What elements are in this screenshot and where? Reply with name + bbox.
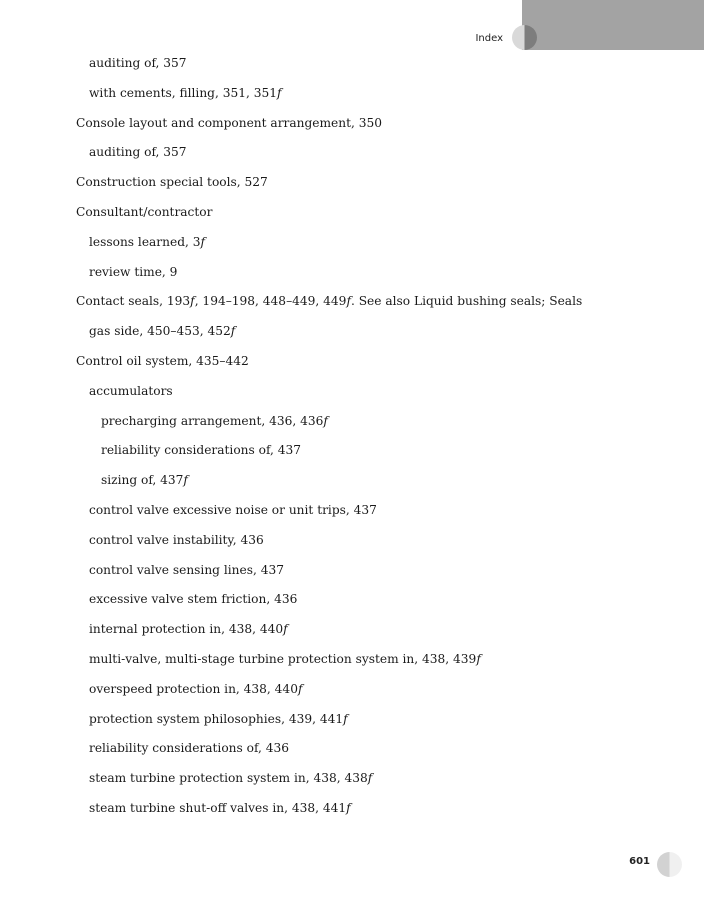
index-entry-text: Consultant/contractor — [76, 205, 213, 219]
index-entry — [76, 293, 582, 309]
index-entry-text: with cements, filling, 351, 351 — [89, 86, 278, 100]
index-entry-text: accumulators — [89, 384, 173, 398]
index-entry — [101, 413, 328, 429]
index-entry — [89, 323, 235, 339]
index-entry — [89, 144, 187, 160]
index-entry-text: steam turbine shut-off valves in, 438, 441 — [89, 801, 347, 815]
figure-marker: f — [323, 414, 328, 428]
figure-marker: f — [183, 473, 188, 487]
index-entry-text: sizing of, 437 — [101, 473, 184, 487]
figure-marker: f — [343, 712, 348, 726]
index-entry — [89, 85, 282, 101]
index-entry-text: control valve instability, 436 — [89, 533, 264, 547]
index-entry — [101, 442, 301, 458]
index-entry-text: Construction special tools, 527 — [76, 175, 268, 189]
index-entry-text: , 194–198, 448–449, 449 — [194, 294, 347, 308]
footer-circle-ornament — [657, 852, 682, 877]
index-entry-text: control valve sensing lines, 437 — [89, 563, 284, 577]
index-entry-text: auditing of, 357 — [89, 145, 187, 159]
figure-marker: f — [283, 622, 288, 636]
index-entry — [89, 740, 289, 756]
index-entry-text: internal protection in, 438, 440 — [89, 622, 284, 636]
index-entry — [76, 174, 268, 190]
index-entry-text: overspeed protection in, 438, 440 — [89, 682, 298, 696]
figure-marker: f — [297, 682, 303, 696]
index-entry-text: auditing of, 357 — [89, 56, 187, 70]
index-entry-text: reliability considerations of, 437 — [101, 443, 302, 457]
index-entry-text: protection system philosophies, 439, 441 — [89, 712, 344, 726]
figure-marker: f — [367, 771, 373, 785]
index-entry — [89, 234, 205, 250]
index-entry-text: Console layout and component arrangement, 350 — [76, 116, 383, 130]
index-entry — [89, 591, 297, 607]
index-entry-text: Contact seals, 193 — [76, 294, 191, 308]
index-entry-text: control valve excessive noise or unit trips, 437 — [89, 503, 377, 517]
index-entry — [76, 204, 212, 220]
index-entry — [89, 770, 372, 786]
page-number: 601 — [629, 856, 650, 867]
figure-marker: f — [230, 324, 236, 338]
index-entry-text: steam turbine protection system in, 438, 438 — [89, 771, 368, 785]
index-entry-text: . See also Liquid bushing seals; Seals — [350, 294, 583, 308]
index-entry — [89, 711, 348, 727]
figure-marker: f — [346, 801, 351, 815]
index-entry — [89, 532, 264, 548]
index-entry — [89, 383, 173, 399]
figure-marker: f — [346, 294, 351, 308]
index-entry — [89, 55, 187, 71]
index-entry-text: Control oil system, 435–442 — [76, 354, 249, 368]
index-entry-text: review time, 9 — [89, 265, 178, 279]
index-entry-text: excessive valve stem friction, 436 — [89, 592, 298, 606]
index-entry — [89, 562, 284, 578]
index-entry-text: gas side, 450–453, 452 — [89, 324, 231, 338]
index-entry — [89, 681, 302, 697]
index-entry — [89, 621, 288, 637]
index-entry-text: lessons learned, 3 — [89, 235, 201, 249]
index-entry-text: reliability considerations of, 436 — [89, 741, 290, 755]
index-entry — [89, 264, 177, 280]
section-label: Index — [475, 33, 503, 44]
figure-marker: f — [200, 235, 206, 249]
index-entry — [89, 502, 377, 518]
index-entry — [76, 115, 382, 131]
index-entry — [89, 800, 351, 816]
index-entry — [89, 651, 481, 667]
index-entry — [101, 472, 188, 488]
index-entry-text: precharging arrangement, 436, 436 — [101, 414, 324, 428]
figure-marker: f — [277, 86, 282, 100]
index-entry-text: multi-valve, multi-stage turbine protection system in, 438, 439 — [89, 652, 477, 666]
index-entry — [76, 353, 249, 369]
figure-marker: f — [190, 294, 195, 308]
figure-marker: f — [476, 652, 481, 666]
